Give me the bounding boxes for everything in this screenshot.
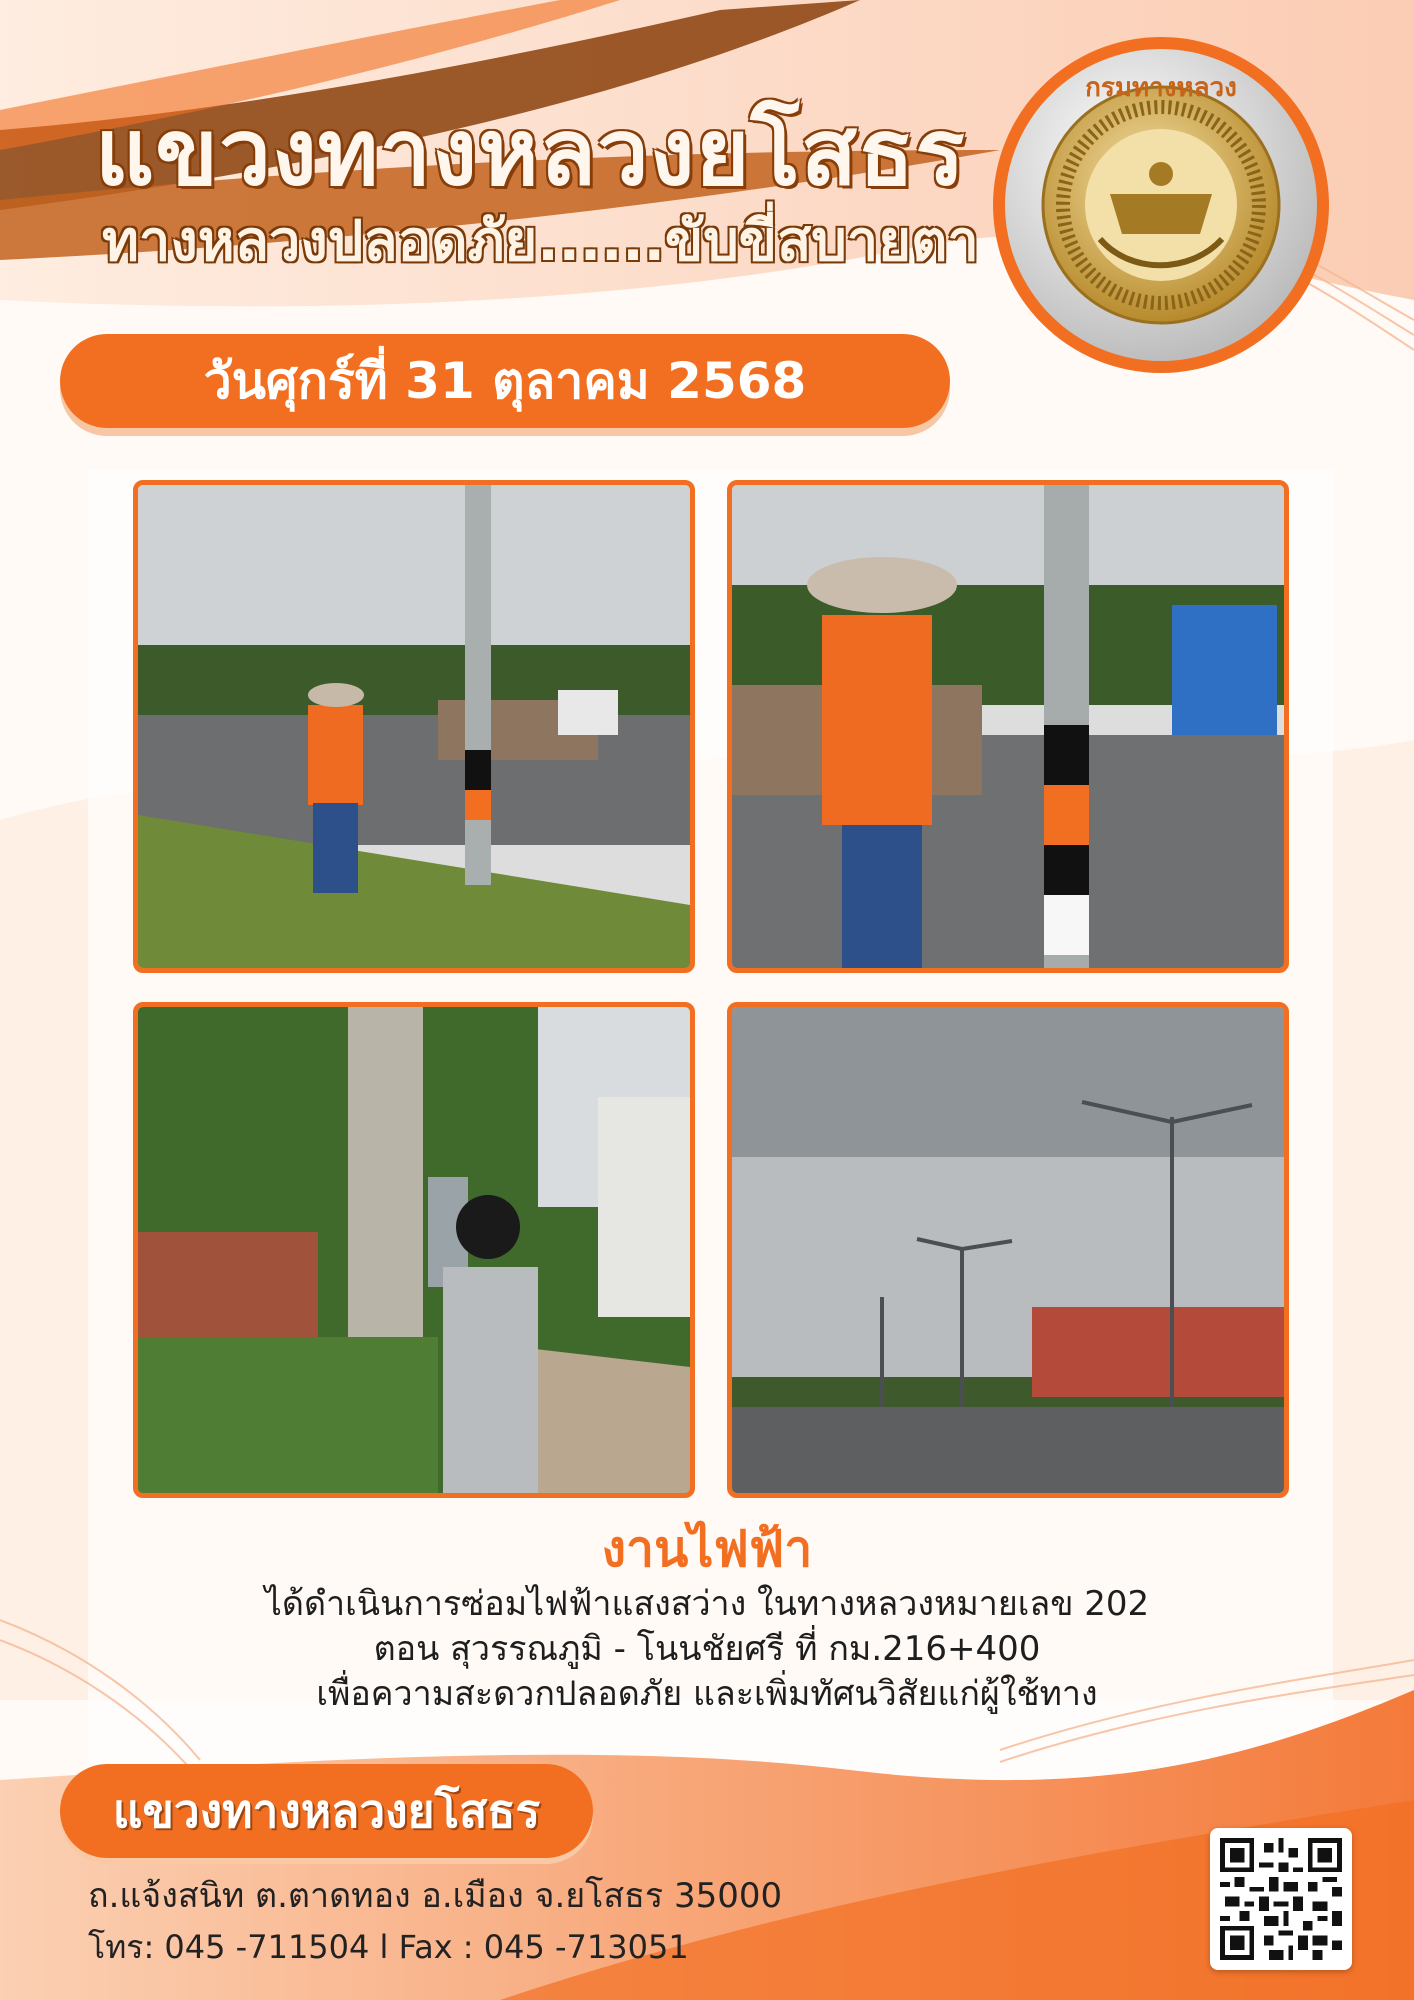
- worker-painting-pole-photo: [133, 480, 695, 973]
- street-lights-road-photo: [727, 1002, 1289, 1498]
- qr-code[interactable]: [1210, 1828, 1352, 1970]
- seal-text: กรมทางหลวง: [1085, 73, 1237, 103]
- slogan: ทางหลวงปลอดภัย......ขับขี่สบายตา: [102, 209, 979, 274]
- department-seal: [990, 34, 1332, 376]
- description-line: ตอน สุวรรณภูมิ - โนนชัยศรี ที่ กม.216+400: [373, 1629, 1041, 1669]
- section-heading: งานไฟฟ้า: [601, 1520, 813, 1578]
- address: ถ.แจ้งสนิท ต.ตาดทอง อ.เมือง จ.ยโสธร 35000: [88, 1876, 783, 1916]
- description: [0, 1582, 1414, 1717]
- office-name-banner: [60, 1764, 593, 1858]
- technician-electrical-box-photo: [133, 1002, 695, 1498]
- page-title: แขวงทางหลวงยโสธร: [95, 99, 966, 206]
- worker-near-pole-photo: [727, 480, 1289, 973]
- office-name: แขวงทางหลวงยโสธร: [112, 1783, 541, 1838]
- date-text: วันศุกร์ที่ 31 ตุลาคม 2568: [203, 351, 807, 410]
- description-line: ได้ดำเนินการซ่อมไฟฟ้าแสงสว่าง ในทางหลวงหมายเลข 202: [264, 1584, 1150, 1624]
- date-banner: [60, 334, 950, 428]
- description-line: เพื่อความสะดวกปลอดภัย และเพิ่มทัศนวิสัยแก่ผู้ใช้ทาง: [316, 1674, 1098, 1714]
- phone-fax: โทร: 045 -711504 l Fax : 045 -713051: [88, 1928, 689, 1966]
